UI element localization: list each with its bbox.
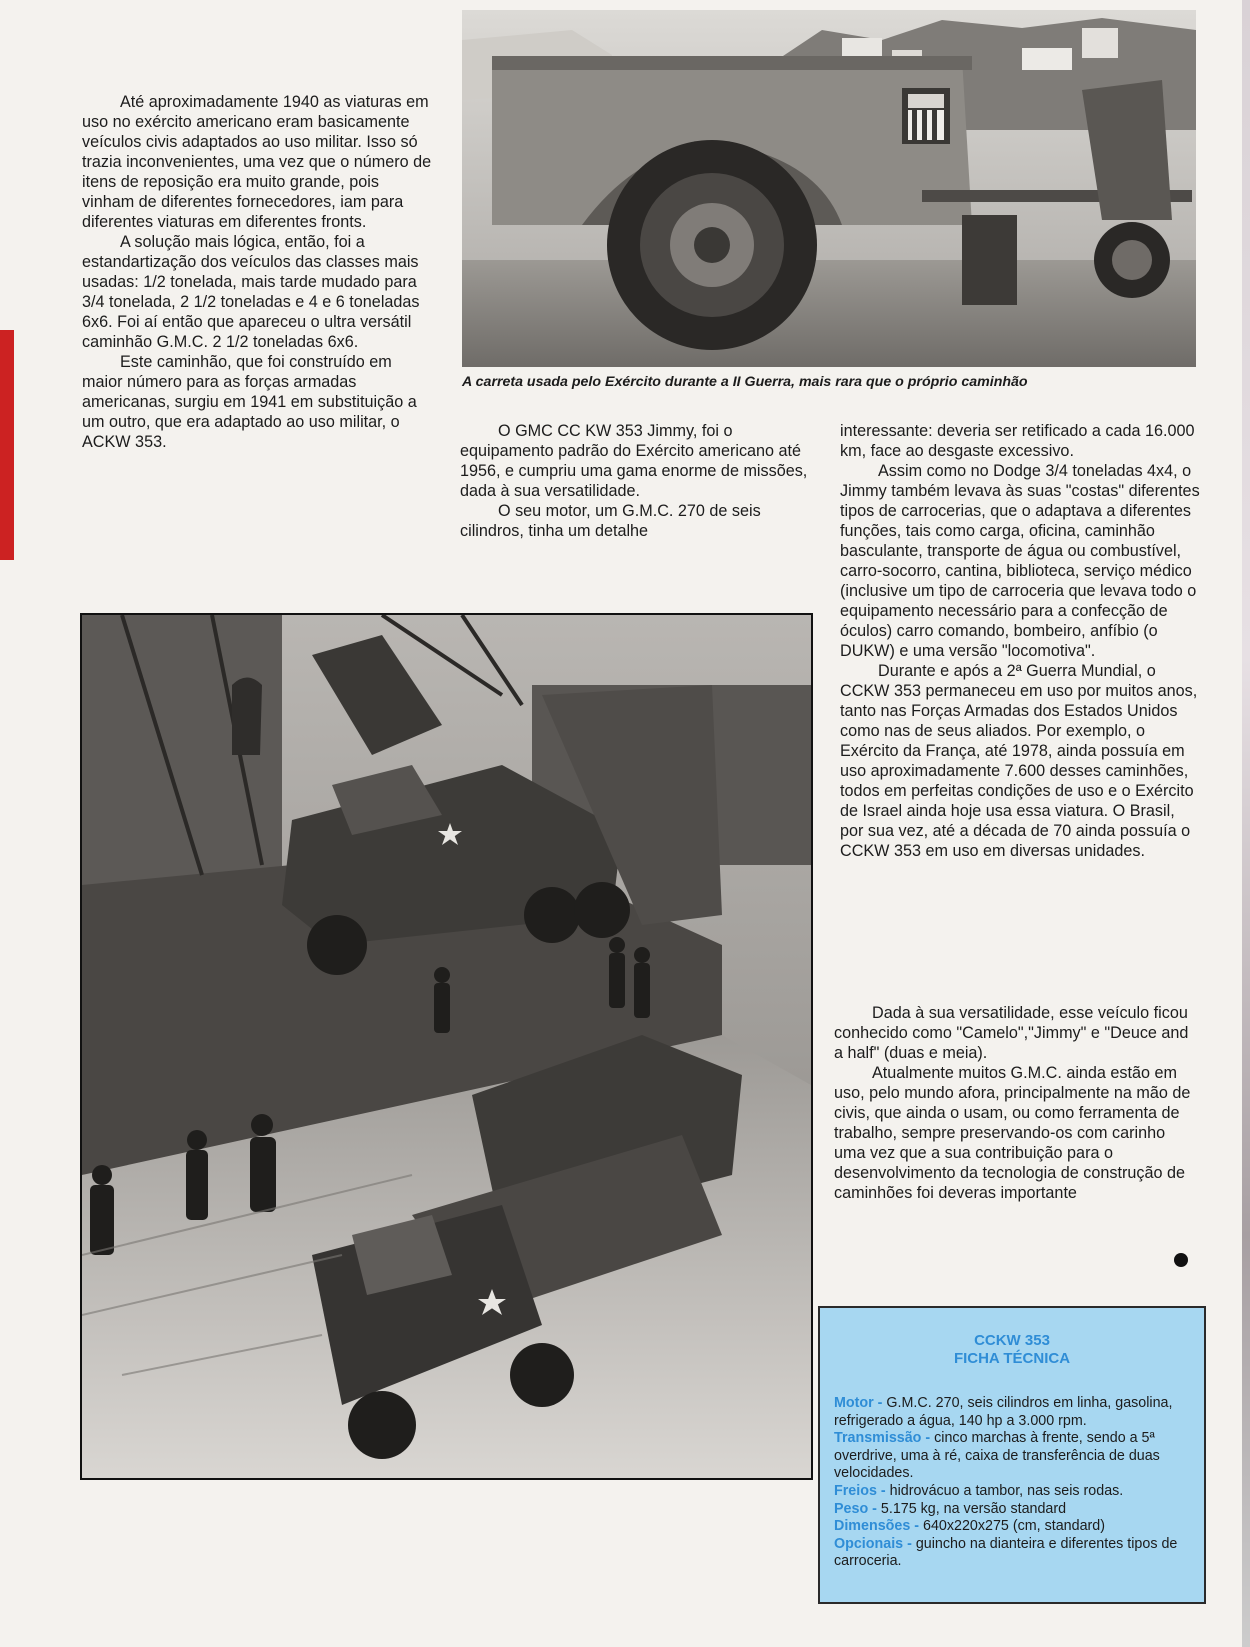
port-trucks-illustration bbox=[82, 615, 811, 1478]
spec-value: 5.175 kg, na versão standard bbox=[880, 1500, 1067, 1517]
photo-caption: A carreta usada pelo Exército durante a II Guerra, mais rara que o próprio caminhão bbox=[462, 374, 1028, 390]
spec-value: G.M.C. 270, seis cilindros em linha, gasolina, refrigerado a água, 140 hp a 3.000 rpm. bbox=[834, 1395, 1173, 1429]
text-column-1 bbox=[82, 92, 434, 452]
spec-heading: FICHA TÉCNICA bbox=[953, 1350, 1071, 1367]
page-edge-red bbox=[0, 0, 14, 1647]
spec-label: Dimensões bbox=[834, 1518, 911, 1535]
spec-value: 640x220x275 (cm, standard) bbox=[923, 1518, 1105, 1535]
text-column-3 bbox=[840, 421, 1200, 861]
paragraph: A solução mais lógica, então, foi a estandartização dos veículos das classes mais usadas: 1/2 tonelada, mais tarde mudado para 3/4 tonelada, 2 1/2 toneladas e 4 e 6 toneladas 6x6. Foi aí então que apareceu o ultra versátil caminhão G.M.C. 2 1/2 toneladas 6x6. bbox=[82, 233, 420, 351]
paragraph: O GMC CC KW 353 Jimmy, foi o equipamento padrão do Exército americano até 1956, e cumpriu uma gama enorme de missões, dada à sua versatilidade. bbox=[460, 422, 808, 500]
paragraph: Dada à sua versatilidade, esse veículo ficou conhecido como "Camelo","Jimmy" e "Deuce and a half" (duas e meia). bbox=[834, 1004, 1189, 1062]
spec-row-options: Opcionais - guincho na dianteira e diferentes tipos de carroceria. bbox=[834, 1535, 1178, 1570]
spec-row-dimensions: Dimensões - 640x220x275 (cm, standard) bbox=[834, 1518, 1105, 1535]
spec-row-motor: Motor - G.M.C. 270, seis cilindros em linha, gasolina, refrigerado a água, 140 hp a 3.000 rpm. bbox=[834, 1395, 1173, 1429]
paragraph: Durante e após a 2ª Guerra Mundial, o CCKW 353 permaneceu em uso por muitos anos, tanto nas Forças Armadas dos Estados Unidos como nas de seus aliados. Por exemplo, o Exército da França, até 1978, ainda possuía em uso aproximadamente 7.600 desses caminhões, todos em perfeitas condições de uso e o Exército de Israel ainda hoje usa essa viatura. O Brasil, por sua vez, até a década de 70 ainda possuía o CCKW 353 em uso em diversas unidades. bbox=[840, 662, 1198, 860]
spec-label: Opcionais bbox=[834, 1535, 904, 1552]
spec-row-transmission: Transmissão - cinco marchas à frente, sendo a 5ª overdrive, uma à ré, caixa de transferência de duas velocidades. bbox=[834, 1430, 1160, 1482]
paragraph: O seu motor, um G.M.C. 270 de seis cilindros, tinha um detalhe bbox=[460, 502, 761, 540]
paragraph: Até aproximadamente 1940 as viaturas em uso no exército americano eram basicamente veículos civis adaptados ao uso militar. Isso só trazia inconvenientes, uma vez que o número de itens de reposição era muito grande, pois vinham de diferentes fornecedores, iam para diferentes viaturas em diferentes fronts. bbox=[82, 93, 432, 231]
spec-value: cinco marchas à frente, sendo a 5ª overdrive, uma à ré, caixa de transferência de duas velocidades. bbox=[834, 1430, 1160, 1482]
spec-label: Motor bbox=[834, 1395, 874, 1411]
spec-sheet-box bbox=[818, 1306, 1206, 1604]
paragraph: Assim como no Dodge 3/4 toneladas 4x4, o Jimmy também levava às suas "costas" diferentes tipos de carrocerias, que o adaptava a diferentes funções, tais como carga, oficina, caminhão basculante, transporte de água ou combustível, carro-socorro, cantina, biblioteca, serviço médico (inclusive um tipo de carroceria que levava todo o equipamento necessário para a confecção de óculos) carro comando, bombeiro, anfíbio (o DUKW) e uma versão "locomotiva". bbox=[840, 462, 1200, 660]
text-column-2 bbox=[460, 421, 815, 541]
text-column-3-lower bbox=[834, 1003, 1200, 1203]
page-edge-right bbox=[1242, 0, 1250, 1647]
port-trucks-photo bbox=[80, 613, 813, 1480]
spec-row-weight: Peso - 5.175 kg, na versão standard bbox=[834, 1500, 1067, 1517]
paragraph: interessante: deveria ser retificado a cada 16.000 km, face ao desgaste excessivo. bbox=[840, 422, 1195, 460]
spec-value: guincho na dianteira e diferentes tipos de carroceria. bbox=[834, 1535, 1178, 1570]
spec-body bbox=[834, 1395, 1196, 1571]
trailer-photo bbox=[462, 10, 1196, 367]
spec-label: Freios bbox=[834, 1482, 877, 1499]
spec-label: Transmissão bbox=[834, 1430, 922, 1447]
spec-model: CCKW 353 bbox=[974, 1332, 1050, 1349]
paragraph: Atualmente muitos G.M.C. ainda estão em uso, pelo mundo afora, principalmente na mão de civis, que ainda o usam, ou como ferramenta de trabalho, sempre preservando-os com carinho uma vez que a sua contribuição para o desenvolvimento da tecnologia de construção de caminhões foi deveras importante bbox=[834, 1064, 1191, 1202]
paragraph: Este caminhão, que foi construído em maior número para as forças armadas americanas, surgiu em 1941 em substituição a um outro, que era adaptado ao uso militar, o ACKW 353. bbox=[82, 353, 417, 451]
spec-row-brakes: Freios - hidrovácuo a tambor, nas seis rodas. bbox=[834, 1482, 1124, 1499]
spec-label: Peso bbox=[834, 1500, 869, 1517]
trailer-illustration bbox=[462, 10, 1196, 367]
end-of-article-dot bbox=[1174, 1253, 1188, 1267]
spec-value: hidrovácuo a tambor, nas seis rodas. bbox=[889, 1482, 1124, 1499]
